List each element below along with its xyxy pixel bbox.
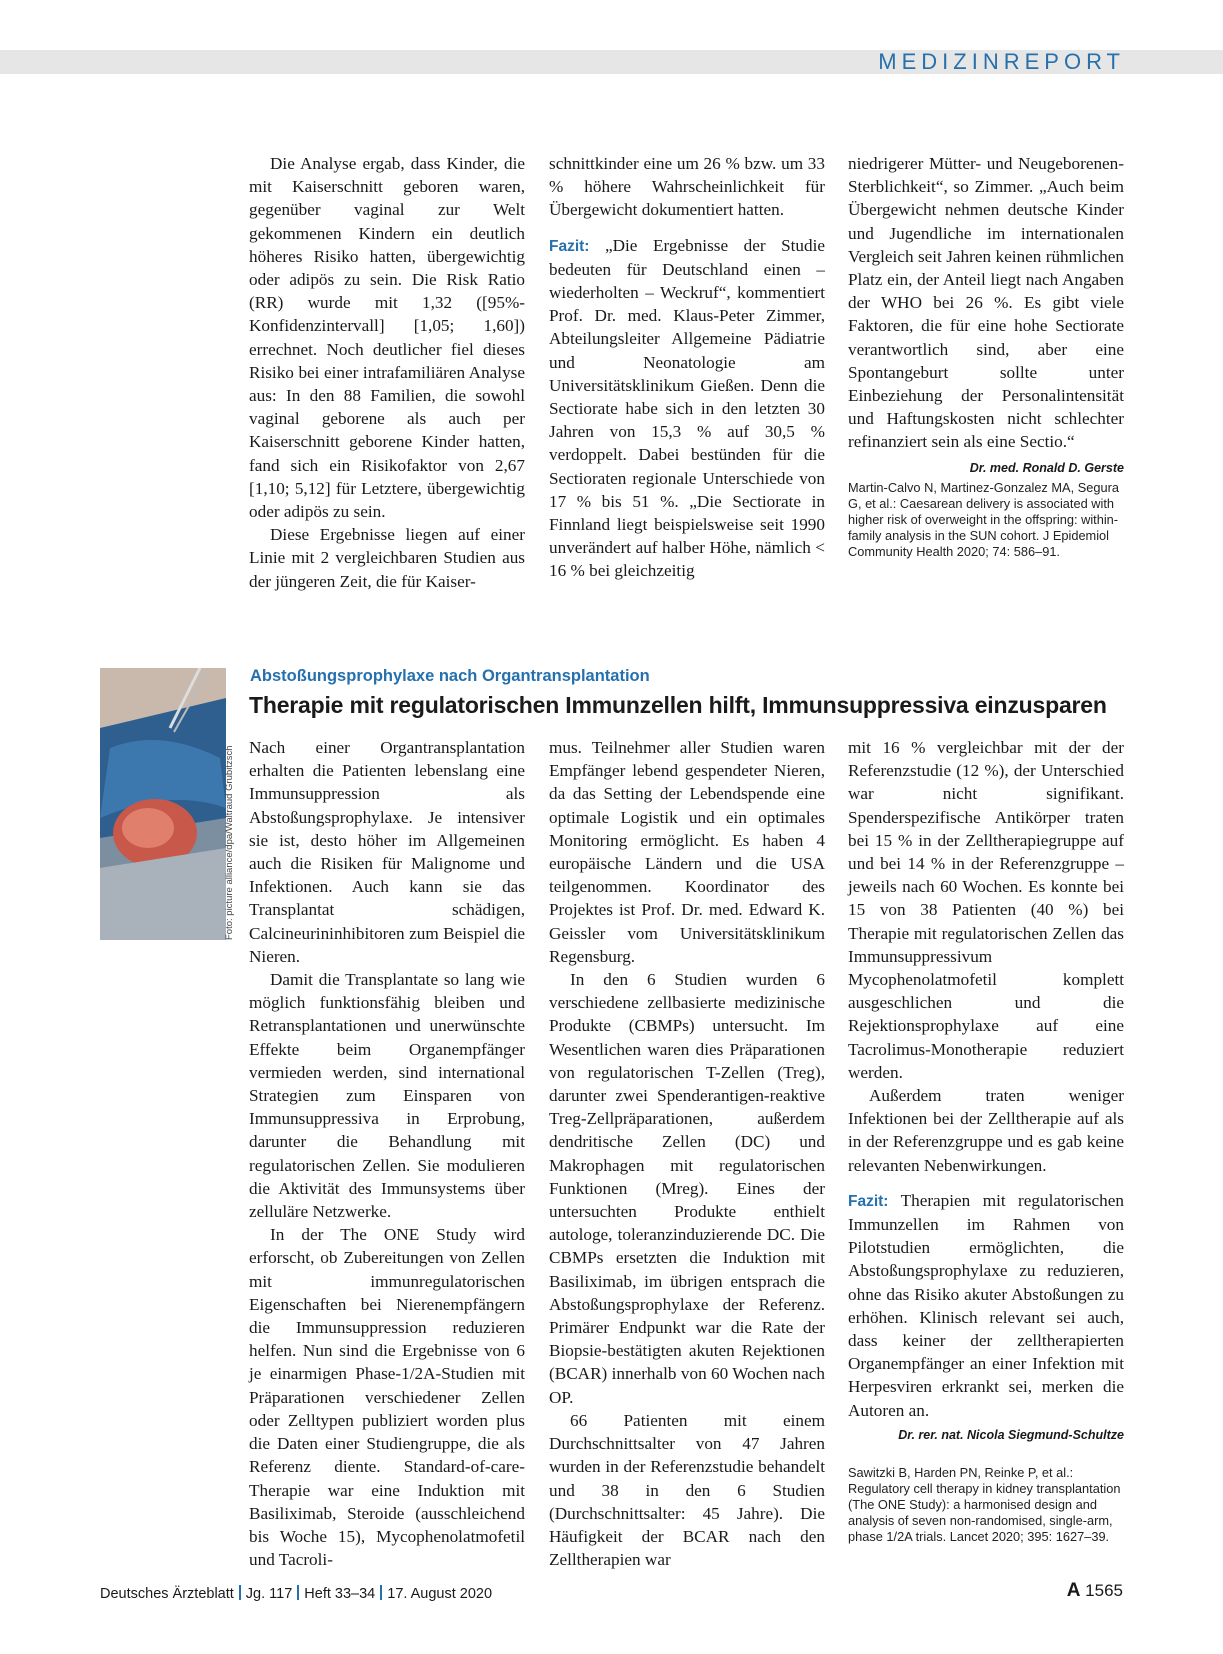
section-title: MEDIZINREPORT bbox=[878, 49, 1125, 74]
paragraph: In den 6 Studien wurden 6 verschiedene zellbasierte medizinische Produkte (CBMPs) untersucht. Im Wesentlichen waren dies Präparationen von regulatorischen T-Zellen (Treg), darunter zwei Spenderantigen-reaktive Treg-Zellpräparationen, außerdem dendritische Zellen (DC) und Makrophagen mit regulatorischen Funktionen (Mreg). Eines der untersuchten Produkte enthielt autologe, toleranzinduzierende DC. Die CBMPs ersetzten die Induktion mit Basiliximab, im übrigen entsprach die Abstoßungsprophylaxe der Referenz. Primärer Endpunkt war die Rate der Biopsie-bestätigten akuten Rejektionen (BCAR) innerhalb von 60 Wochen nach OP. bbox=[549, 970, 825, 1407]
article2-column-1 bbox=[249, 736, 525, 1571]
article-photo bbox=[100, 668, 226, 940]
separator bbox=[297, 1585, 299, 1600]
article1-column-3 bbox=[848, 152, 1124, 560]
article1-column-2 bbox=[549, 152, 825, 583]
issue-date: 17. August 2020 bbox=[387, 1586, 493, 1602]
author-name: Dr. rer. nat. Nicola Siegmund-Schultze bbox=[898, 1427, 1124, 1442]
separator bbox=[239, 1585, 241, 1600]
issue: Heft 33–34 bbox=[304, 1586, 376, 1602]
paragraph: 66 Patienten mit einem Durchschnittsalter von 47 Jahren wurden in der Referenzstudie behandelt und 38 in den 6 Studien (Durchschnittsalter: 45 Jahre). Die Häufigkeit der BCAR nach den Zelltherapien war bbox=[549, 1410, 825, 1570]
paragraph: Damit die Transplantate so lang wie möglich funktionsfähig bleiben und Retransplantationen und unerwünschte Effekte beim Organempfänger vermieden werden, sind international Strategien zum Einsparen von Immunsuppressiva in Erprobung, darunter die Behandlung mit regulatorischen Zellen. Sie modulieren die Aktivität des Immunsystems über zelluläre Netzwerke. bbox=[249, 970, 525, 1222]
fazit-paragraph bbox=[848, 1189, 1124, 1422]
paragraph: Diese Ergebnisse liegen auf einer Linie mit 2 vergleichbaren Studien aus der jüngeren Zeit, die für Kaiser- bbox=[249, 525, 525, 591]
paragraph: schnittkinder eine um 26 % bzw. um 33 % höhere Wahrscheinlichkeit für Übergewicht dokumentiert hatten. bbox=[549, 154, 825, 220]
paragraph: Die Analyse ergab, dass Kinder, die mit Kaiserschnitt geboren waren, gegenüber vaginal zur Welt gekommenen Kindern ein deutlich höheres Risiko hatten, übergewichtig oder adipös zu sein. Die Risk Ratio (RR) wurde mit 1,32 ([95%-Konfidenzintervall] [1,05; 1,60]) errechnet. Noch deutlicher fiel dieses Risiko bei einer intrafamiliären Analyse aus: In den 88 Familien, die sowohl vaginal geborene als auch per Kaiserschnitt geborene Kinder hatten, fand sich ein Risikofaktor von 2,67 [1,10; 5,12] für Letztere, übergewichtig oder adipös zu sein. bbox=[249, 154, 525, 522]
page-number-value: 1565 bbox=[1085, 1581, 1123, 1600]
article2-column-3 bbox=[848, 736, 1124, 1545]
author-name: Dr. med. Ronald D. Gerste bbox=[969, 460, 1124, 475]
fazit-label: Fazit: bbox=[549, 237, 590, 255]
fazit-text: „Die Ergebnisse der Studie bedeuten für Deutschland einen – wiederholten – Weckruf“, kommentiert Prof. Dr. med. Klaus-Peter Zimmer, Abteilungsleiter Allgemeine Pädiatrie und Neonatologie am Universitätsklinikum Gießen. Denn die Sectiorate habe sich in den letzten 30 Jahren von 15,3 % auf 30,5 % verdoppelt. Dabei bestünden für die Sectioraten regionale Unterschiede von 17 % bis 51 %. „Die Sectiorate in Finnland liegt beispielsweise seit 1990 unverändert auf halber Höhe, nämlich < 16 % bei gleichzeitig bbox=[549, 235, 825, 581]
journal-name: Deutsches Ärzteblatt bbox=[100, 1586, 234, 1602]
fazit-text: Therapien mit regulatorischen Immunzellen im Rahmen von Pilotstudien ermöglichten, die Abstoßungsprophylaxe zu reduzieren, ohne das Risiko akuter Abstoßungen zu erhöhen. Klinisch relevant sei auch, dass keiner der zelltherapierten Organempfänger an einer Infektion mit Herpesviren erkrankt sei, merken die Autoren an. bbox=[848, 1190, 1124, 1420]
paragraph bbox=[848, 152, 1124, 475]
article-headline: Therapie mit regulatorischen Immunzellen hilft, Immunsuppressiva einzusparen bbox=[249, 692, 1107, 718]
article1-column-1 bbox=[249, 152, 525, 593]
paragraph: Nach einer Organtransplantation erhalten die Patienten lebenslang eine Immunsuppression als Abstoßungsprophylaxe. Je intensiver sie ist, desto höher im Allgemeinen auch die Risiken für Malignome und Infektionen. Auch kann sie das Transplantat schädigen, Calcineurininhibitoren zum Beispiel die Nieren. bbox=[249, 738, 525, 966]
reference: Sawitzki B, Harden PN, Reinke P, et al.: Regulatory cell therapy in kidney transplantation (The ONE Study): a harmonised design and analysis of seven non-randomised, single-arm, phase 1/2A trials. Lancet 2020; 395: 1627–39. bbox=[848, 1465, 1121, 1545]
volume: Jg. 117 bbox=[245, 1586, 293, 1602]
footer-citation bbox=[100, 1585, 492, 1602]
separator bbox=[380, 1585, 382, 1600]
paragraph: In der The ONE Study wird erforscht, ob Zubereitungen von Zellen mit immunregulatorischen Eigenschaften bei Nierenempfängern die Immunsuppression reduzieren helfen. Nun sind die Ergebnisse von 6 je einarmigen Phase-1/2A-Studien mit Präparationen verschiedener Zellen oder Zelltypen publiziert worden plus die Daten einer Studiengruppe, die als Referenz diente. Standard-of-care-Therapie war eine Induktion mit Basiliximab, Steroide (ausschleichend bis Woche 15), Mycophenolatmofetil und Tacroli- bbox=[249, 1225, 525, 1570]
photo-credit: Foto: picture alliance/dpa/Waltraud Grubitzsch bbox=[224, 745, 235, 940]
fazit-label: Fazit: bbox=[848, 1192, 889, 1210]
page-prefix: A bbox=[1066, 1580, 1081, 1601]
article-kicker: Abstoßungsprophylaxe nach Organtransplantation bbox=[250, 667, 650, 685]
paragraph: mit 16 % vergleichbar mit der der Referenzstudie (12 %), der Unterschied war nicht signifikant. Spenderspezifische Antikörper traten bei 15 % in der Zelltherapiegruppe auf und bei 14 % in der Referenzgruppe – jeweils nach 60 Wochen. Es konnte bei 15 von 38 Patienten (40 %) bei Therapie mit regulatorischen Zellen das Immunsuppressivum Mycophenolatmofetil komplett ausgeschlichen und die Rejektionsprophylaxe auf eine Tacrolimus-Monotherapie reduziert werden. bbox=[848, 738, 1124, 1082]
fazit-paragraph bbox=[549, 234, 825, 583]
paragraph: mus. Teilnehmer aller Studien waren Empfänger lebend gespendeter Nieren, da das Setting der Lebendspende eine optimale Logistik und ein optimales Monitoring ermöglicht. Es haben 4 europäische Ländern und die USA teilgenommen. Koordinator des Projektes ist Prof. Dr. med. Edward K. Geissler vom Universitätsklinikum Regensburg. bbox=[549, 738, 825, 966]
reference: Martin-Calvo N, Martinez-Gonzalez MA, Segura G, et al.: Caesarean delivery is associated with higher risk of overweight in the offspring: within-family analysis in the SUN cohort. J Epidemiol Community Health 2020; 74: 586–91. bbox=[848, 479, 1119, 559]
article2-column-2 bbox=[549, 736, 825, 1571]
paragraph: Außerdem traten weniger Infektionen bei der Zelltherapie auf als in der Referenzgruppe und es gab keine relevanten Nebenwirkungen. bbox=[848, 1086, 1124, 1175]
quote-text: niedrigerer Mütter- und Neugeborenen-Sterblichkeit“, so Zimmer. „Auch beim Übergewicht nehmen deutsche Kinder und Jugendliche im internationalen Vergleich seit Jahren keinen rühmlichen Platz ein, der Anteil liegt nach Angaben der WHO bei 26 %. Es gibt viele Faktoren, die für eine hohe Sectiorate verantwortlich sind, aber eine Spontangeburt sollte unter Einbeziehung der Personalintensität und Haftungskosten nicht schlechter refinanziert sein als eine Sectio.“ bbox=[848, 154, 1124, 452]
page-number bbox=[1067, 1580, 1123, 1602]
